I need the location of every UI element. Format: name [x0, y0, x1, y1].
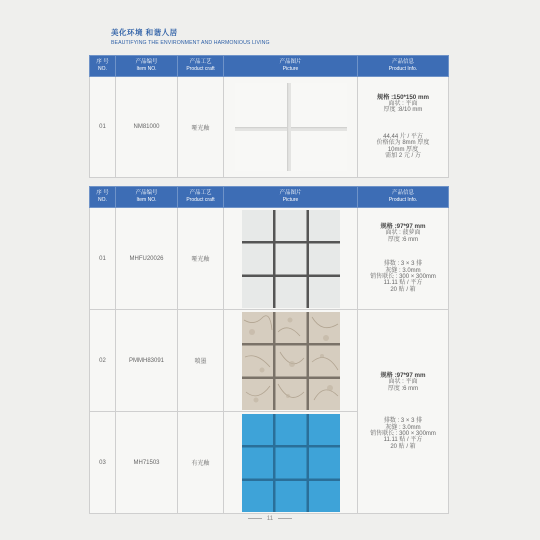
page-number: 11 [0, 516, 540, 522]
row-item: MHFU20026 [116, 208, 178, 310]
header-title-cn: 美化环境 和谐人居 [111, 28, 178, 37]
product-picture [224, 208, 358, 310]
header-title-en: BEAUTIFYING THE ENVIRONMENT AND HARMONIOUS LIVING [111, 40, 270, 46]
row-no: 02 [90, 310, 116, 412]
col-craft: 产品工艺 Product craft [178, 56, 224, 77]
tile-white-mosaic-image [242, 210, 340, 308]
table-header-row [90, 56, 449, 77]
col-picture: 产品图片 Picture [224, 187, 358, 208]
row-craft: 有光釉 [178, 412, 224, 514]
col-craft: 产品工艺 Product craft [178, 187, 224, 208]
col-info: 产品信息 Product Info. [358, 187, 449, 208]
row-item: NM81000 [116, 77, 178, 178]
col-info: 产品信息 Product Info. [358, 56, 449, 77]
tile-marble-mosaic-image [242, 312, 340, 410]
page-header [111, 27, 270, 46]
row-no: 03 [90, 412, 116, 514]
row-item: MH71503 [116, 412, 178, 514]
product-table-2 [89, 186, 449, 514]
col-no: 序 号 NO. [90, 187, 116, 208]
row-craft: 喷墨 [178, 310, 224, 412]
divider [248, 518, 262, 519]
product-info: 规格 :150*150 mm 面状 : 平面 厚度 :8/10 mm 44.44 片 / 平方 价格依为 8mm 厚度 10mm 厚度 需加 2 元 / 方 [358, 77, 449, 178]
product-info: 规格 :97*97 mm 面状 : 平面 厚度 :6 mm 排数 : 3 × 3 排 灰缝 : 3.0mm 销售联长 : 300 × 300mm 11.11 贴 / 平方 20 贴 / 箱 [358, 310, 449, 514]
col-no: 序 号 NO. [90, 56, 116, 77]
table-row [90, 77, 449, 178]
product-table-1 [89, 55, 449, 178]
table-header-row [90, 187, 449, 208]
col-item: 产品编号 Item NO. [116, 56, 178, 77]
table-row [90, 208, 449, 310]
row-craft: 哑光釉 [178, 208, 224, 310]
table-row [90, 310, 449, 412]
row-craft: 哑光釉 [178, 77, 224, 178]
product-info: 规格 :97*97 mm 面状 : 菠萝面 厚度 :6 mm 排数 : 3 × 3 排 灰缝 : 3.0mm 销售联长 : 300 × 300mm 11.11 贴 / 平方 20 贴 / 箱 [358, 208, 449, 310]
product-picture [224, 310, 358, 412]
row-item: PMMH83091 [116, 310, 178, 412]
product-picture [224, 412, 358, 514]
divider [278, 518, 292, 519]
product-picture [224, 77, 358, 178]
row-no: 01 [90, 77, 116, 178]
tile-trim-image [235, 83, 347, 171]
tile-blue-mosaic-image [242, 414, 340, 512]
col-item: 产品编号 Item NO. [116, 187, 178, 208]
col-picture: 产品图片 Picture [224, 56, 358, 77]
row-no: 01 [90, 208, 116, 310]
